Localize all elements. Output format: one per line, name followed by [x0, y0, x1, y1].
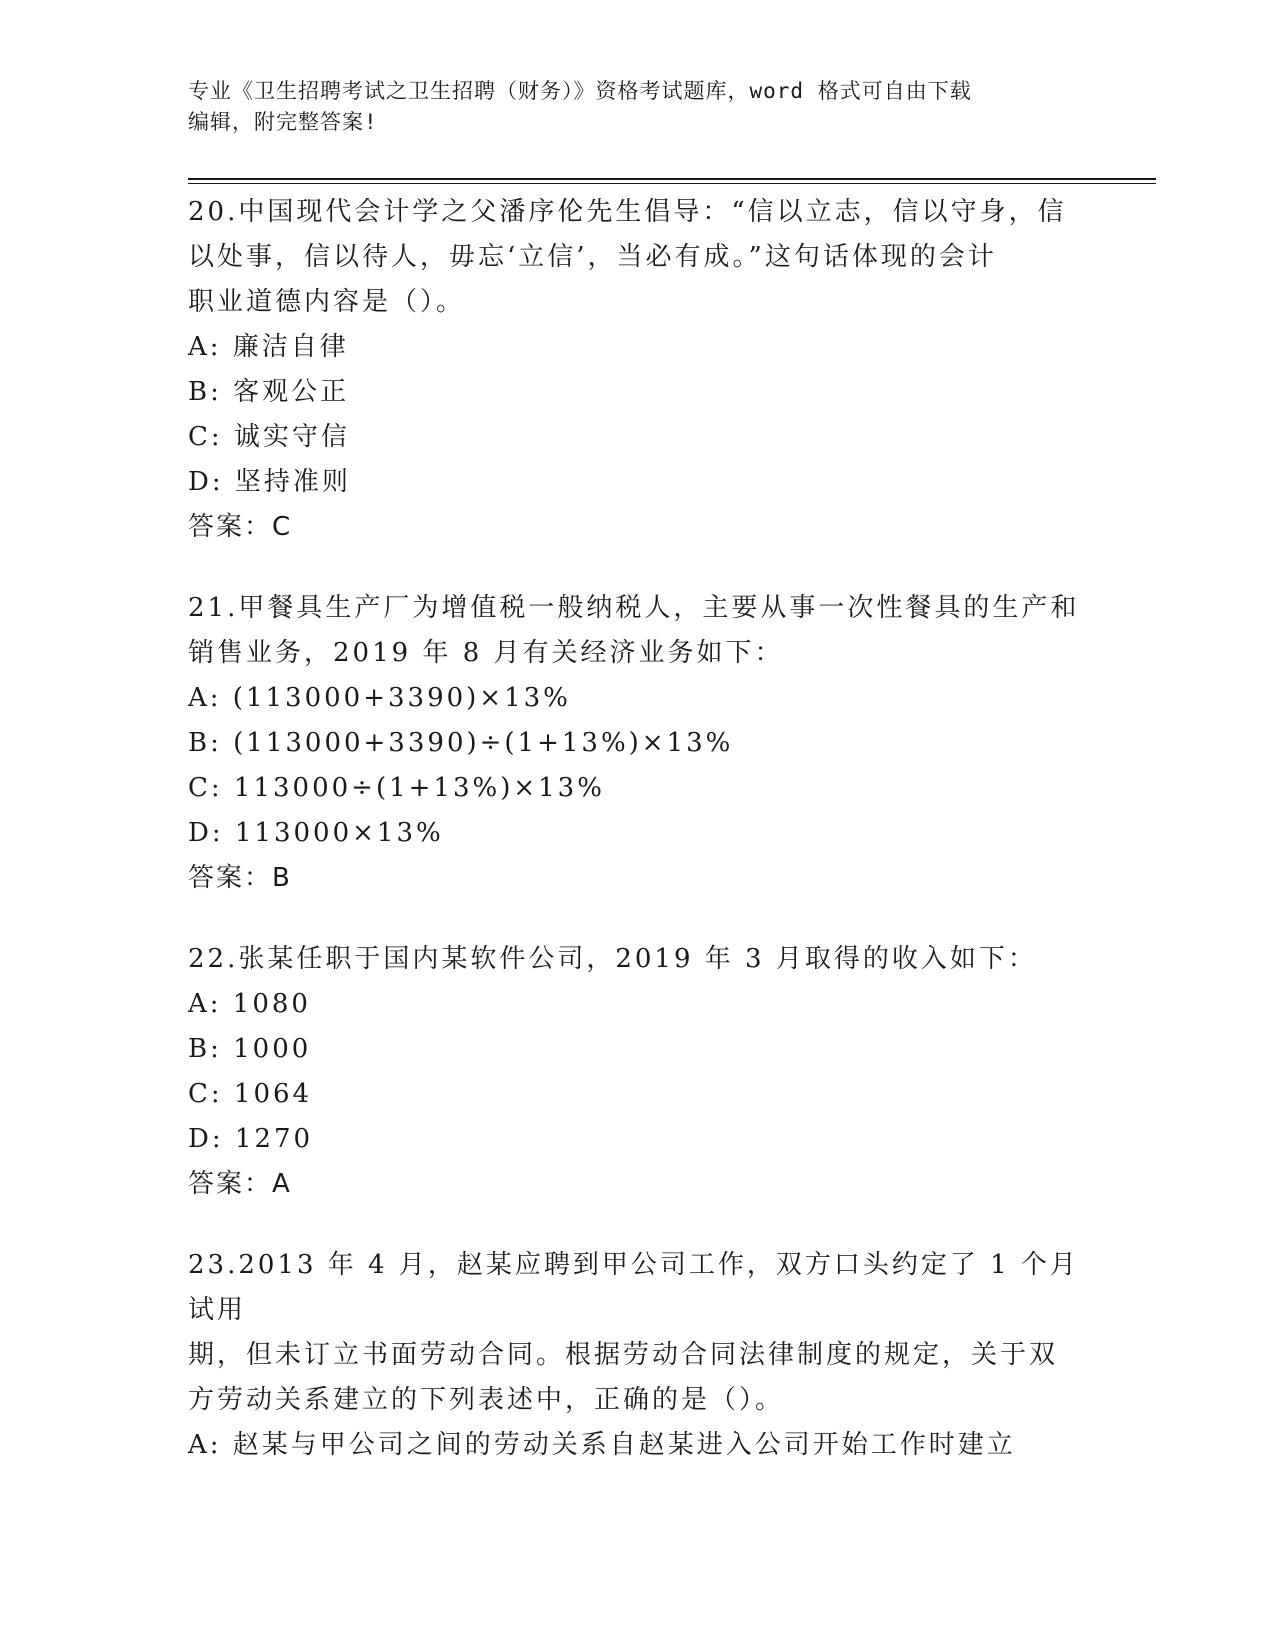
question-stem-line: 22.张某任职于国内某软件公司，2019 年 3 月取得的收入如下：: [188, 944, 1037, 974]
document-header: [188, 76, 1088, 138]
answer-line: 答案：C: [188, 512, 293, 542]
answer-line: 答案：A: [188, 1169, 292, 1199]
option-c: C: 诚实守信: [188, 422, 350, 452]
question-stem-line: 20.中国现代会计学之父潘序伦先生倡导：“信以立志，信以守身，信: [188, 197, 1067, 227]
question-stem-line: 方劳动关系建立的下列表述中，正确的是（）。: [188, 1385, 785, 1415]
option-d: D: 1270: [188, 1124, 314, 1154]
option-c: C: 1064: [188, 1079, 313, 1109]
question-stem-line: 销售业务，2019 年 8 月有关经济业务如下：: [188, 638, 784, 668]
question-23: [188, 1243, 1088, 1468]
question-20: [188, 190, 1088, 550]
option-d: D: 坚持准则: [188, 467, 351, 497]
question-21: [188, 586, 1088, 901]
option-a: A: 1080: [188, 989, 311, 1019]
header-divider-thick: [188, 178, 1156, 180]
option-d: D: 113000×13%: [188, 818, 444, 848]
question-stem-line: 以处事，信以待人，毋忘‘立信’，当必有成。”这句话体现的会计: [188, 242, 997, 272]
option-a: A: (113000+3390)×13%: [188, 683, 571, 713]
header-line-1: 专业《卫生招聘考试之卫生招聘（财务）》资格考试题库，word 格式可自由下载: [188, 79, 972, 103]
question-22: [188, 937, 1088, 1207]
question-stem-line: 23.2013 年 4 月，赵某应聘到甲公司工作，双方口头约定了 1 个月试用: [188, 1250, 1079, 1325]
option-a: A: 廉洁自律: [188, 332, 349, 362]
option-c: C: 113000÷(1+13%)×13%: [188, 773, 605, 803]
answer-line: 答案：B: [188, 863, 292, 893]
question-stem-line: 职业道德内容是（）。: [188, 287, 466, 317]
option-b: B: (113000+3390)÷(1+13%)×13%: [188, 728, 734, 758]
option-b: B: 客观公正: [188, 377, 350, 407]
question-stem-line: 21.甲餐具生产厂为增值税一般纳税人，主要从事一次性餐具的生产和: [188, 593, 1080, 623]
header-divider-thin: [188, 183, 1156, 184]
question-list: [188, 190, 1088, 1504]
option-a: A: 赵某与甲公司之间的劳动关系自赵某进入公司开始工作时建立: [188, 1430, 1016, 1460]
header-line-2: 编辑，附完整答案!: [188, 110, 378, 134]
question-stem-line: 期，但未订立书面劳动合同。根据劳动合同法律制度的规定，关于双: [188, 1340, 1059, 1370]
option-b: B: 1000: [188, 1034, 312, 1064]
